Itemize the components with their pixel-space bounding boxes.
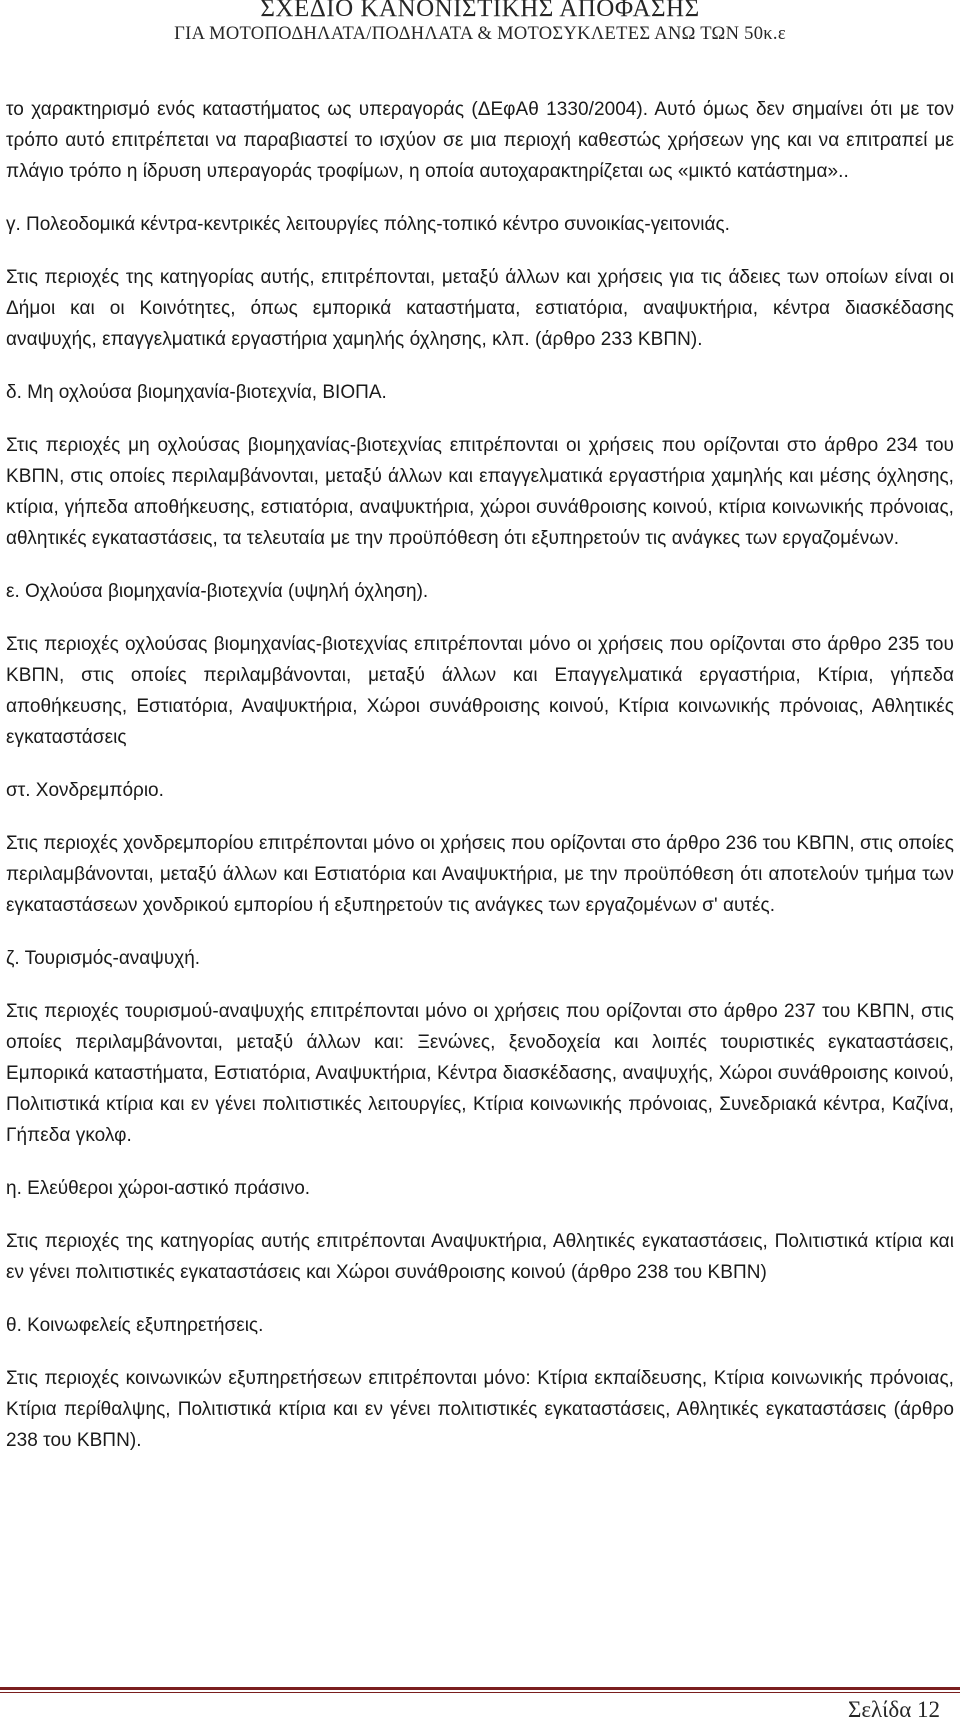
section-text-d: Στις περιοχές μη οχλούσας βιομηχανίας-βιοτεχνίας επιτρέπονται οι χρήσεις που ορίζονται στο άρθρο 234 του ΚΒΠΝ, στις οποίες περιλαμβάνονται, μεταξύ άλλων και επαγγελματικά εργαστήρια χαμηλής και μέσης όχλησης, κτίρια, γήπεδα αποθήκευσης, εστιατόρια, αναψυκτήρια, χώροι συνάθροισης κοινού, κτίρια κοινωνικής πρόνοιας, αθλητικές εγκαταστάσεις, τα τελευταία με την προϋπόθεση ότι εξυπηρετούν τις ανάγκες των εργαζομένων. bbox=[6, 435, 954, 549]
section-text-st: Στις περιοχές χονδρεμπορίου επιτρέπονται μόνο οι χρήσεις που ορίζονται στο άρθρο 236 του ΚΒΠΝ, στις οποίες περιλαμβάνονται, μεταξύ άλλων και Εστιατόρια και Αναψυκτήρια, με την προϋπόθεση ότι αποτελούν τμήμα των εγκαταστάσεων χονδρικού εμπορίου ή εξυπηρετούν τις ανάγκες των εργαζομένων σ' αυτές. bbox=[6, 833, 954, 916]
intro-paragraph: το χαρακτηρισμό ενός καταστήματος ως υπεραγοράς (ΔΕφΑθ 1330/2004). Αυτό όμως δεν σημαίνει ότι με τον τρόπο αυτό επιτρέπεται να παραβιαστεί το ισχύον σε μια περιοχή καθεστώς χρήσεων γης και να επιτραπεί με πλάγιο τρόπο η ίδρυση υπεραγοράς τροφίμων, η οποία αυτοχαρακτηρίζεται ως «μικτό κατάστημα».. bbox=[6, 99, 954, 182]
document-title: ΣΧΕΔΙΟ ΚΑΝΟΝΙΣΤΙΚΗΣ ΑΠΟΦΑΣΗΣ bbox=[260, 0, 700, 22]
document-subtitle: ΓΙΑ ΜΟΤΟΠΟΔΗΛΑΤΑ/ΠΟΔΗΛΑΤΑ & ΜΟΤΟΣΥΚΛΕΤΕΣ ΑΝΩ ΤΩΝ 50κ.ε bbox=[174, 24, 786, 44]
section-heading-e: ε. Οχλούσα βιομηχανία-βιοτεχνία (υψηλή όχληση). bbox=[6, 581, 429, 602]
section-heading-i: η. Ελεύθεροι χώροι-αστικό πράσινο. bbox=[6, 1178, 311, 1199]
section-text-g: Στις περιοχές της κατηγορίας αυτής, επιτρέπονται, μεταξύ άλλων και χρήσεις για τις άδειες των οποίων είναι οι Δήμοι και οι Κοινότητες, όπως εμπορικά καταστήματα, εστιατόρια, αναψυκτήρια, κέντρα διασκέδασης αναψυχής, επαγγελματικά εργαστήρια χαμηλής όχλησης, κλπ. (άρθρο 233 ΚΒΠΝ). bbox=[6, 267, 954, 350]
section-text-th: Στις περιοχές κοινωνικών εξυπηρετήσεων επιτρέπονται μόνο: Κτίρια εκπαίδευσης, Κτίρια κοινωνικής πρόνοιας, Κτίρια περίθαλψης, Πολιτιστικά κτίρια και εν γένει πολιτιστικές εγκαταστάσεις, Αθλητικές εγκαταστάσεις (άρθρο 238 του ΚΒΠΝ). bbox=[6, 1368, 954, 1451]
section-heading-th: θ. Κοινωφελείς εξυπηρετήσεις. bbox=[6, 1315, 264, 1336]
section-heading-g: γ. Πολεοδομικά κέντρα-κεντρικές λειτουργίες πόλης-τοπικό κέντρο συνοικίας-γειτονιάς. bbox=[6, 214, 730, 235]
document-body bbox=[6, 94, 954, 1478]
section-text-e: Στις περιοχές οχλούσας βιομηχανίας-βιοτεχνίας επιτρέπονται μόνο οι χρήσεις που ορίζονται στο άρθρο 235 του ΚΒΠΝ, στις οποίες περιλαμβάνονται, μεταξύ άλλων και Επαγγελματικά εργαστήρια, Κτίρια, γήπεδα αποθήκευσης, Εστιατόρια, Αναψυκτήρια, Χώροι συνάθροισης κοινού, Κτίρια κοινωνικής πρόνοιας, Αθλητικές εγκαταστάσεις bbox=[6, 634, 954, 748]
section-text-i: Στις περιοχές της κατηγορίας αυτής επιτρέπονται Αναψυκτήρια, Αθλητικές εγκαταστάσεις, Πολιτιστικά κτίρια και εν γένει πολιτιστικές εγκαταστάσεις και Χώροι συνάθροισης κοινού (άρθρο 238 του ΚΒΠΝ) bbox=[6, 1231, 954, 1283]
footer-divider bbox=[0, 1687, 960, 1690]
section-heading-st: στ. Χονδρεμπόριο. bbox=[6, 780, 164, 801]
footer-divider-thin bbox=[0, 1692, 960, 1693]
section-heading-z: ζ. Τουρισμός-αναψυχή. bbox=[6, 948, 201, 969]
section-heading-d: δ. Μη οχλούσα βιομηχανία-βιοτεχνία, ΒΙΟΠΑ. bbox=[6, 382, 387, 403]
section-text-z: Στις περιοχές τουρισμού-αναψυχής επιτρέπονται μόνο οι χρήσεις που ορίζονται στο άρθρο 237 του ΚΒΠΝ, στις οποίες περιλαμβάνονται, μεταξύ άλλων και: Ξενώνες, ξενοδοχεία και λοιπές τουριστικές εγκαταστάσεις, Εμπορικά καταστήματα, Εστιατόρια, Αναψυκτήρια, Κέντρα διασκέδασης, αναψυχής, Χώροι συνάθροισης κοινού, Πολιτιστικά κτίρια και εν γένει πολιτιστικές λειτουργίες, Κτίρια κοινωνικής πρόνοιας, Συνεδριακά κέντρα, Καζίνα, Γήπεδα γκολφ. bbox=[6, 1001, 954, 1146]
page-number: Σελίδα 12 bbox=[847, 1697, 940, 1722]
page-header bbox=[0, 0, 960, 46]
